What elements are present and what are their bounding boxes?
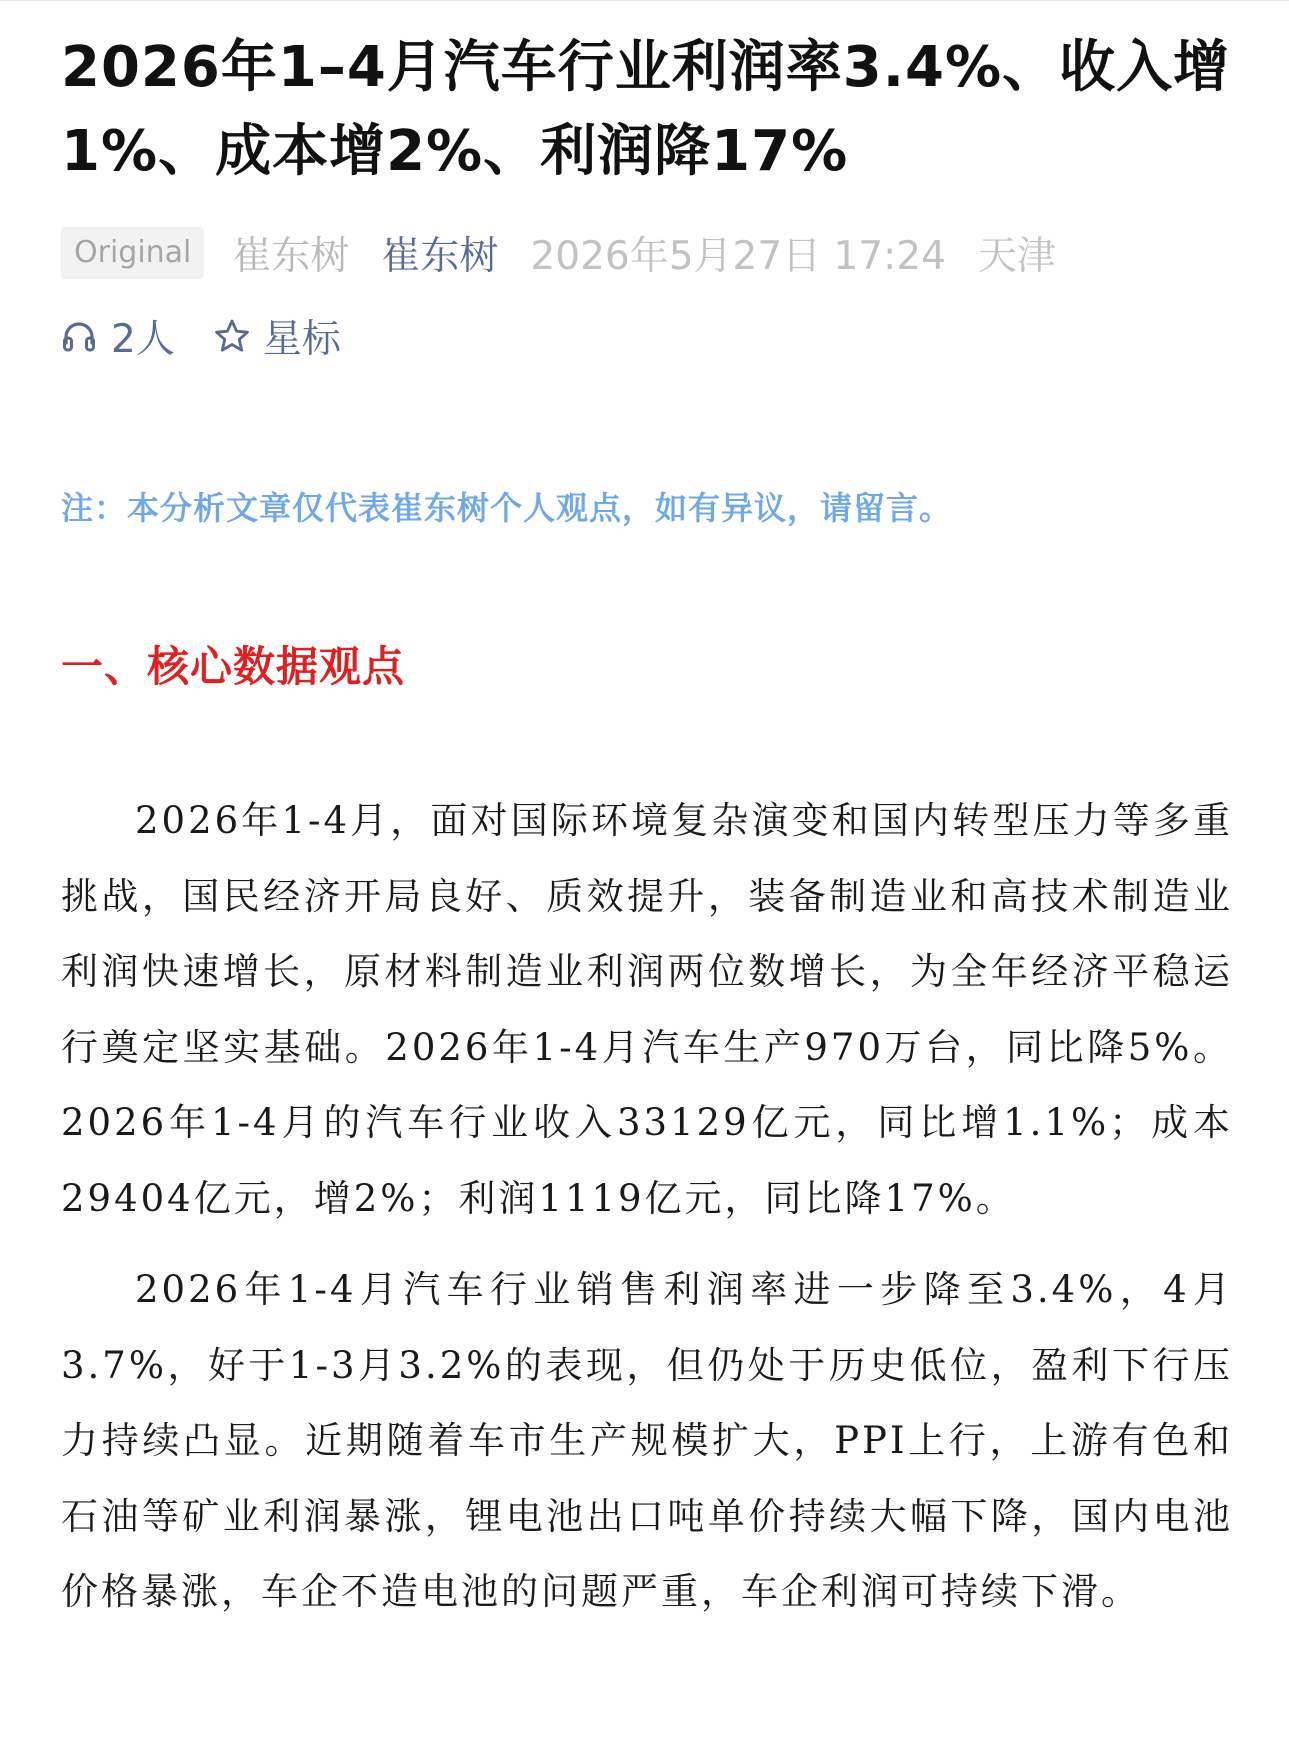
star-outline-icon: [213, 318, 263, 354]
headphones-icon: [61, 319, 111, 353]
star-button[interactable]: [213, 308, 341, 364]
star-label: 星标: [262, 317, 341, 362]
body-paragraph: 2026年1-4月，面对国际环境复杂演变和国内转型压力等多重挑战，国民经济开局良好、质效提升，装备制造业和高技术制造业利润快速增长，原材料制造业利润两位数增长，为全年经济平稳运行奠定坚实基础。2026年1-4月汽车生产970万台，同比降5%。2026年1-4月的汽车行业收入33129亿元，同比增1.1%；成本29404亿元，增2%；利润1119亿元，同比降17%。: [61, 799, 1233, 1220]
publish-datetime: 2026年5月27日 17:24: [530, 234, 946, 279]
original-badge: Original: [61, 227, 204, 279]
listen-button[interactable]: [61, 308, 175, 364]
listen-count: 2人: [111, 317, 175, 362]
body-paragraph: 2026年1-4月汽车行业销售利润率进一步降至3.4%，4月3.7%，好于1-3月3.2%的表现，但仍处于历史低位，盈利下行压力持续凸显。近期随着车市生产规模扩大，PPI上行，上游有色和石油等矿业利润暴涨，锂电池出口吨单价持续大幅下降，国内电池价格暴涨，车企不造电池的问题严重，车企利润可持续下滑。: [61, 1268, 1233, 1613]
article: [61, 0, 1233, 1630]
action-row: [61, 309, 1233, 363]
account-name-link[interactable]: 崔东树: [381, 234, 499, 279]
author-name: 崔东树: [232, 234, 350, 279]
section-heading: 一、核心数据观点: [61, 642, 406, 691]
meta-row: [61, 226, 1233, 280]
publish-location: 天津: [977, 234, 1056, 279]
disclaimer-note: 注：本分析文章仅代表崔东树个人观点，如有异议，请留言。: [61, 489, 953, 527]
article-title: 2026年1–4月汽车行业利润率3.4%、收入增1%、成本增2%、利润降17%: [61, 35, 1231, 184]
